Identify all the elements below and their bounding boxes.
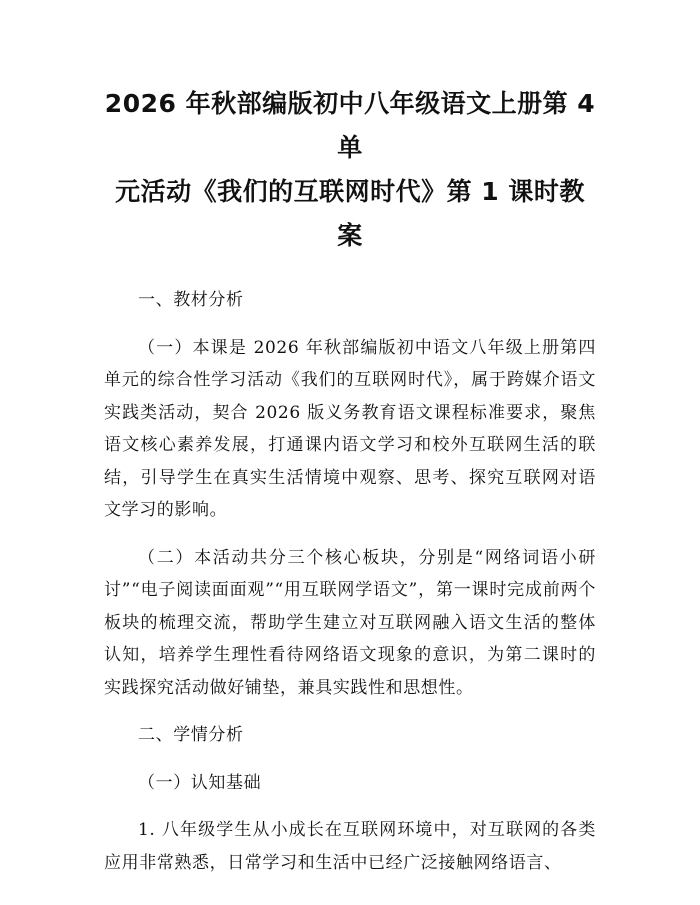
paragraph-textbook-analysis-2: （二）本活动共分三个核心板块，分别是“网络词语小研讨”“电子阅读面面观”“用互联网学语文”，第一课时完成前两个板块的梳理交流，帮助学生建立对互联网融入语文生活的整体认知，培养学生理性看待网络语文现象的意识，为第二课时的实践探究活动做好铺垫，兼具实践性和思想性。 bbox=[104, 547, 596, 698]
title-line-2: 元活动《我们的互联网时代》第 1 课时教案 bbox=[115, 177, 585, 250]
paragraph-cognitive-basis-1: 1. 八年级学生从小成长在互联网环境中，对互联网的各类应用非常熟悉，日常学习和生活中已经广泛接触网络语言、 bbox=[104, 820, 596, 873]
title-line-1: 2026 年秋部编版初中八年级语文上册第 4 单 bbox=[104, 89, 596, 162]
document-title bbox=[104, 82, 596, 258]
subsection-heading-cognitive-basis: （一）认知基础 bbox=[138, 772, 262, 793]
paragraph-textbook-analysis-1: （一）本课是 2026 年秋部编版初中语文八年级上册第四单元的综合性学习活动《我们的互联网时代》，属于跨媒介语文实践类活动，契合 2026 版义务教育语文课程标准要求，聚焦语文核心素养发展，打通课内语文学习和校外互联网生活的联结，引导学生在真实生活情境中观察、思考、探究互联网对语文学习的影响。 bbox=[104, 337, 596, 520]
document-body bbox=[104, 284, 596, 879]
section-heading-learner-analysis: 二、学情分析 bbox=[138, 725, 244, 745]
section-heading-textbook-analysis: 一、教材分析 bbox=[138, 290, 244, 310]
